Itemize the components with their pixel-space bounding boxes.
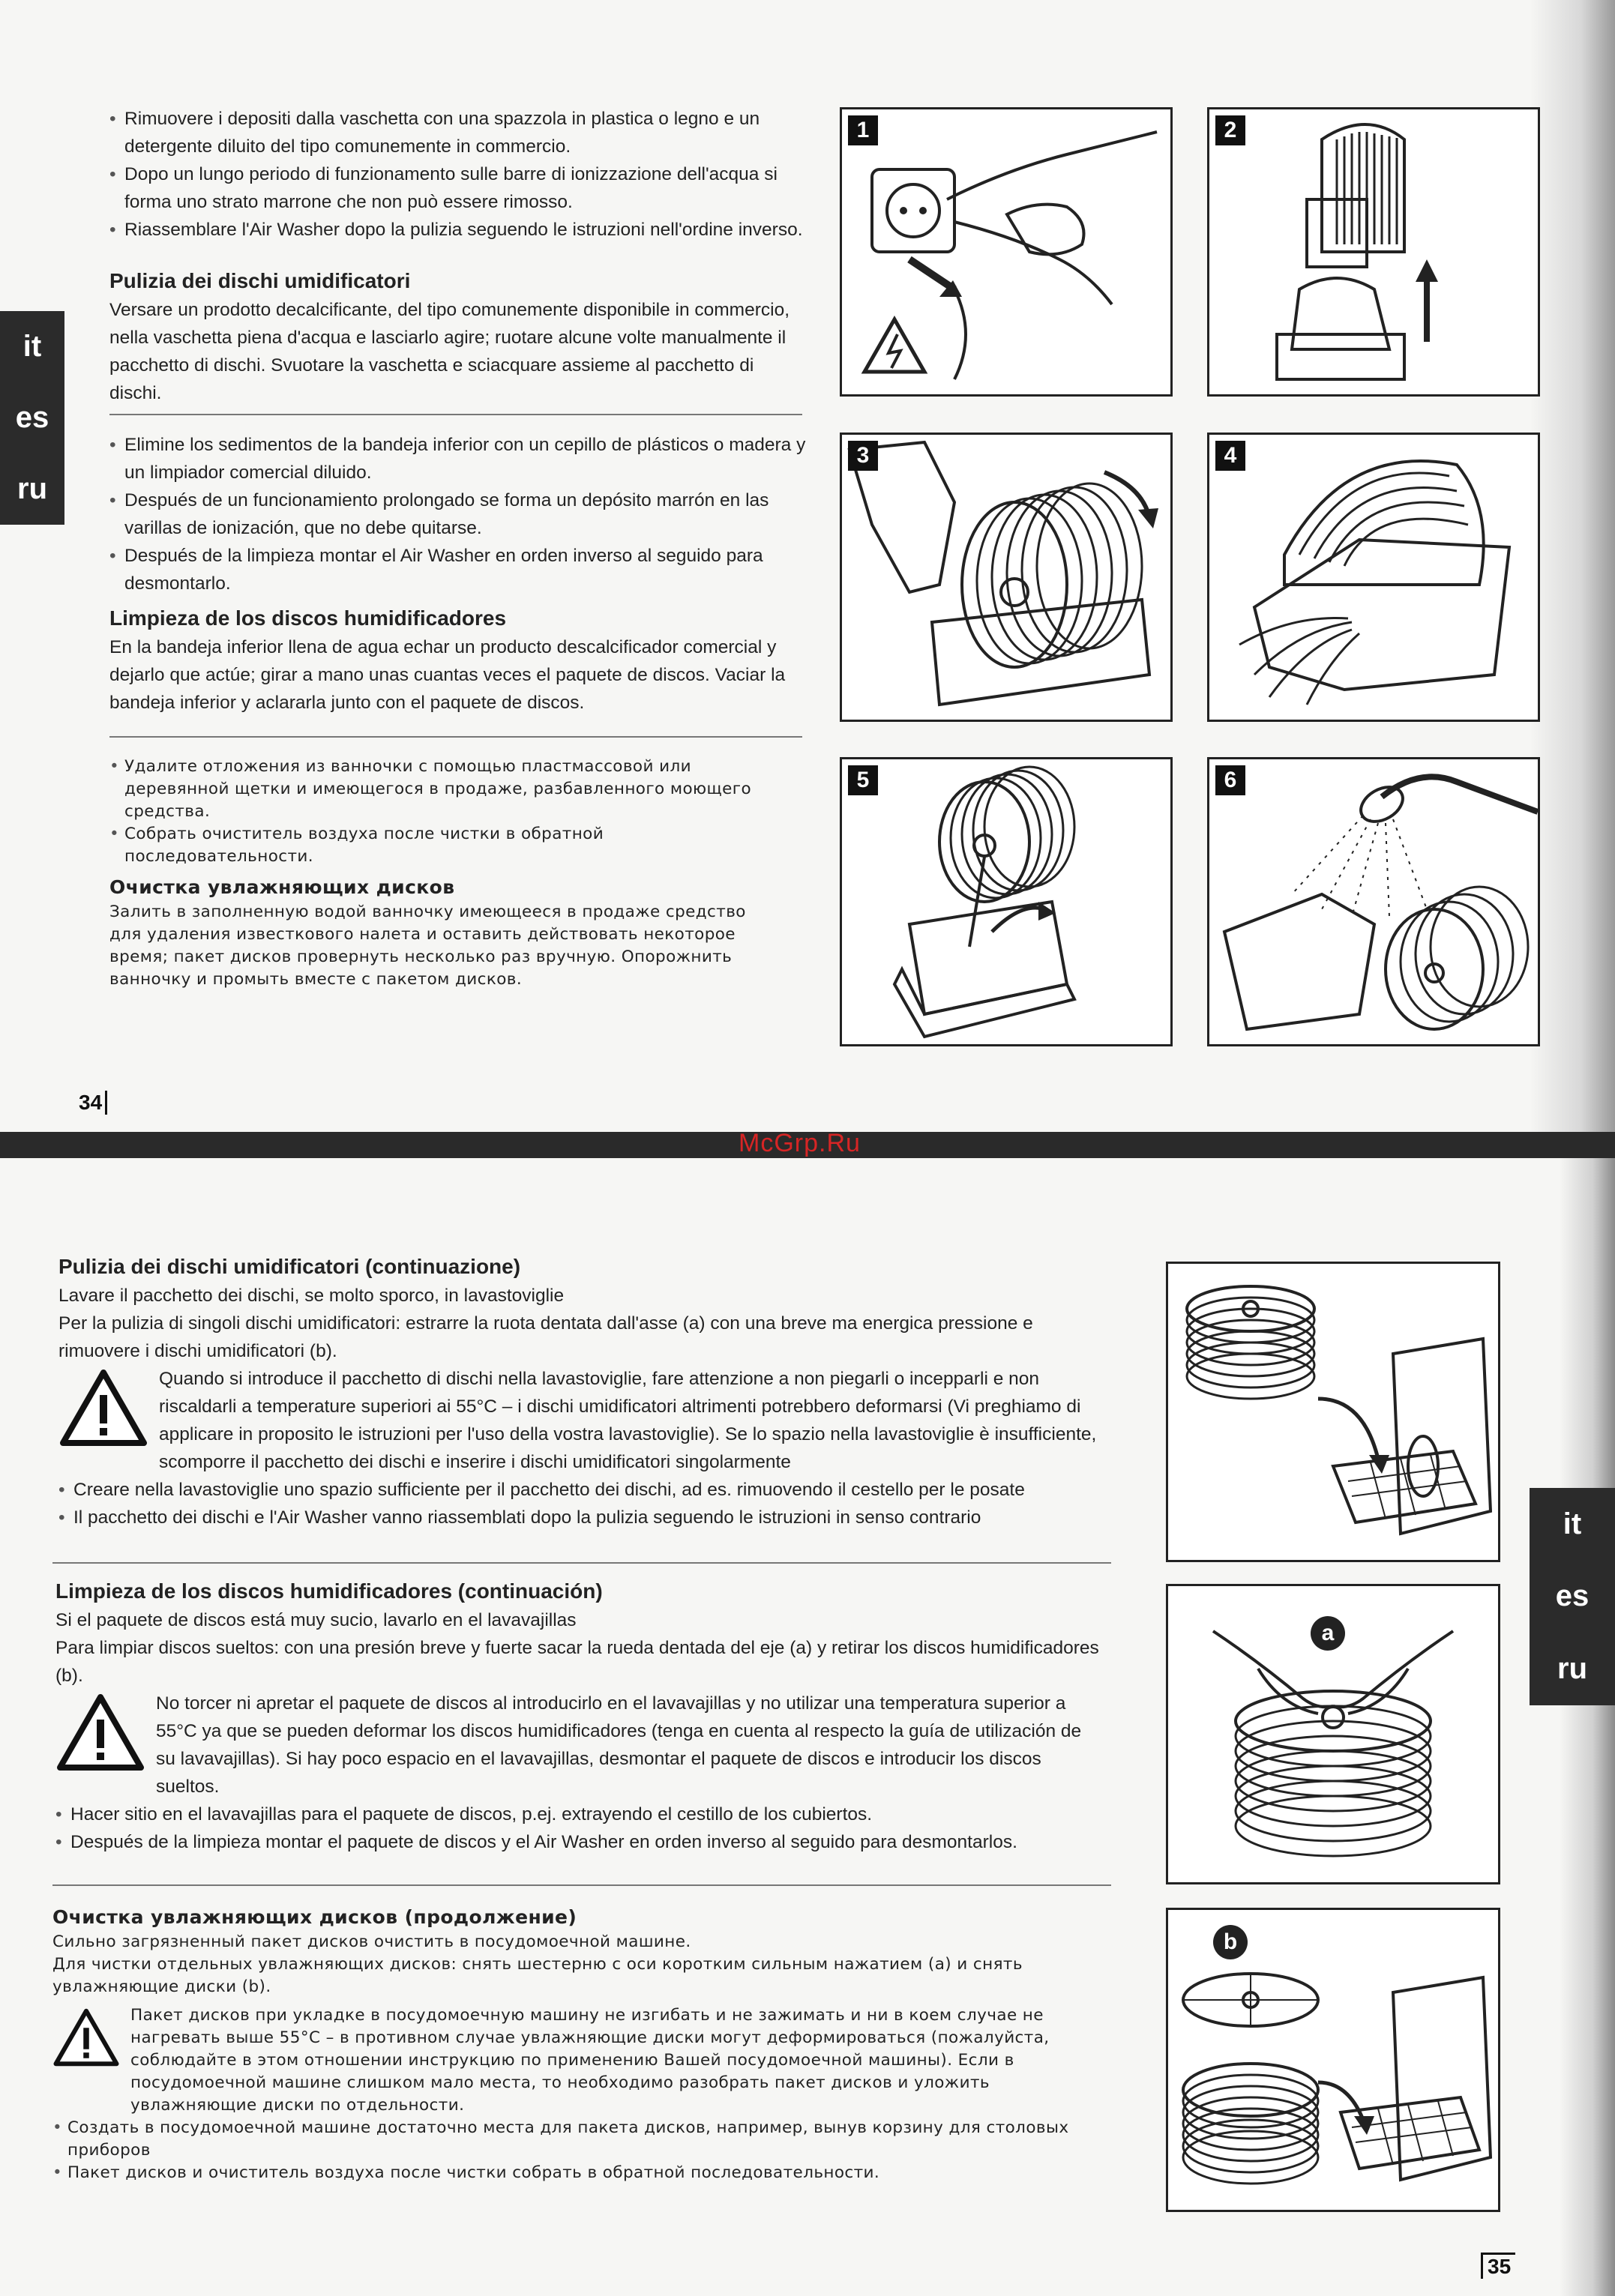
- lang-tab-es: es: [1555, 1579, 1590, 1613]
- es-bullet: • Después de la limpieza montar el Air Washer en orden inverso al seguido para desmontarlo.: [109, 542, 807, 597]
- figure-2-remove-discs: [1207, 107, 1540, 397]
- ru-line: Сильно загрязненный пакет дисков очистить в посудомоечной машине.: [52, 1932, 691, 1951]
- single-discs-dishwasher-illustration: [1168, 1910, 1498, 2210]
- watermark: McGrp.Ru: [739, 1129, 861, 1157]
- es-warning: [55, 1690, 1105, 1801]
- warning-icon: [55, 1693, 145, 1772]
- es-heading: Limpieza de los discos humidificadores: [109, 606, 507, 630]
- divider: [109, 414, 802, 415]
- disc-pack-into-dishwasher-illustration: [1168, 1264, 1498, 1560]
- it-warning: [58, 1365, 1108, 1476]
- es-line: Para limpiar discos sueltos: con una presión breve y fuerte sacar la rueda dentada del eje (a) y retirar los discos humidificadores (b).: [55, 1638, 1099, 1686]
- empty-tray-illustration: [1209, 435, 1538, 720]
- disc-pack-lift-illustration: [1209, 109, 1538, 394]
- divider: [109, 736, 802, 738]
- it-line: Lavare il pacchetto dei dischi, se molto sporco, in lavastoviglie: [58, 1286, 565, 1306]
- manual-page-34: [0, 0, 1615, 1132]
- page-gutter-shadow: [1560, 1158, 1615, 2296]
- figure-b-single-discs: [1166, 1908, 1500, 2212]
- ru-warning: [52, 2004, 1102, 2117]
- figure-number: 1: [848, 115, 878, 145]
- es-bullet: • Elimine los sedimentos de la bandeja inferior con un cepillo de plásticos o madera y un limpiador comercial diluido.: [109, 431, 807, 486]
- figure-number: 4: [1215, 441, 1245, 471]
- ru-bullet: • Удалите отложения из ванночки с помощью пластмассовой или деревянной щетки и имеющегося в продаже, разбавленного моющего средства.: [109, 756, 754, 823]
- divider: [52, 1884, 1111, 1886]
- unplug-illustration: [842, 109, 1170, 394]
- warning-text: Quando si introduce il pacchetto di dischi nella lavastoviglie, fare attenzione a non piegarli o incepparli e non riscaldarli a temperature superiori ai 55°C – i dischi umidificatori altrimenti potrebbero deformarsi (Vi preghiamo di applicare in proposito le istruzioni per l'uso della vostra lavastoviglie). Se lo spazio nella lavastoviglie è insufficiente, scomporre il pacchetto dei dischi e inserire i dischi umidificatori singolarmente: [159, 1369, 1097, 1472]
- figure-number: 3: [848, 441, 878, 471]
- language-tabs-right: [1530, 1488, 1615, 1705]
- disc-pack-removal-illustration: [842, 759, 1170, 1044]
- descaler-pour-illustration: [842, 435, 1170, 720]
- ru-line: Для чистки отдельных увлажняющих дисков: снять шестерню с оси коротким сильным нажатием (а) и снять увлажняющие диски (b).: [52, 1955, 1023, 1996]
- it-bullet: • Dopo un lungo periodo di funzionamento sulle barre di ionizzazione dell'acqua si forma uno strato marrone che non può essere rimosso.: [109, 160, 807, 216]
- figure-6-shower-rinse: [1207, 757, 1540, 1046]
- es-heading: Limpieza de los discos humidificadores (continuación): [55, 1579, 603, 1603]
- ru-bullet: • Собрать очиститель воздуха после чистки в обратной последовательности.: [109, 823, 754, 868]
- es-line: Si el paquete de discos está muy sucio, lavarlo en el lavavajillas: [55, 1610, 577, 1630]
- ru-heading: Очистка увлажняющих дисков (продолжение): [52, 1906, 577, 1928]
- figure-3-add-descaler: [840, 433, 1173, 722]
- lang-tab-ru: ru: [1557, 1652, 1587, 1686]
- page-gutter-shadow: [1530, 0, 1615, 1132]
- es-bullet: • Después de un funcionamiento prolongado se forma un depósito marrón en las varillas de ionización, que no debe quitarse.: [109, 486, 807, 542]
- es-continuation: [55, 1576, 1105, 1856]
- warning-icon: [58, 1368, 148, 1447]
- page-number: 35: [1481, 2253, 1515, 2279]
- es-bullet: • Hacer sitio en el lavavajillas para el paquete de discos, p.ej. extrayendo el cestillo de los cubiertos.: [55, 1801, 1105, 1828]
- lang-tab-it: it: [1563, 1507, 1582, 1540]
- ru-continuation: [52, 1904, 1102, 2184]
- it-bullet: • Creare nella lavastoviglie uno spazio sufficiente per il pacchetto dei dischi, ad es. rimuovendo il cestello per le posate: [58, 1476, 1108, 1504]
- figure-number: 6: [1215, 765, 1245, 795]
- it-line: Per la pulizia di singoli dischi umidificatori: estrarre la ruota dentata dall'asse (a) con una breve ma energica pressione e rimuovere i dischi umidificatori (b).: [58, 1313, 1033, 1361]
- divider: [52, 1562, 1111, 1564]
- figure-4-rinse-tray: [1207, 433, 1540, 722]
- it-heading: Pulizia dei dischi umidificatori (continuazione): [58, 1255, 521, 1278]
- lang-tab-es: es: [15, 401, 49, 434]
- lang-tab-it: it: [22, 330, 42, 363]
- figure-1-unplug: [840, 107, 1173, 397]
- ru-bullet: • Создать в посудомоечной машине достаточно места для пакета дисков, например, вынув корзину для столовых приборов: [52, 2117, 1102, 2162]
- warning-icon: [52, 2007, 120, 2067]
- shower-rinse-illustration: [1209, 759, 1538, 1044]
- figure-number: 2: [1215, 115, 1245, 145]
- it-heading: Pulizia dei dischi umidificatori: [109, 269, 411, 292]
- language-tabs-left: [0, 311, 64, 525]
- it-section: [109, 105, 807, 407]
- it-body: Versare un prodotto decalcificante, del tipo comunemente disponibile in commercio, nella vaschetta piena d'acqua e lasciarlo agire; ruotare alcune volte manualmente il pacchetto di dischi. Svuotare la vaschetta e sciacquare assieme al pacchetto di dischi.: [109, 300, 790, 403]
- it-bullet: • Rimuovere i depositi dalla vaschetta con una spazzola in plastica o legno e un detergente diluito del tipo comunemente in commercio.: [109, 105, 807, 160]
- es-section: [109, 431, 807, 717]
- figure-dishwasher-pack: [1166, 1262, 1500, 1562]
- es-bullet: • Después de la limpieza montar el paquete de discos y el Air Washer en orden inverso al seguido para desmontarlos.: [55, 1828, 1105, 1856]
- label-b: b: [1213, 1925, 1248, 1959]
- ru-heading: Очистка увлажняющих дисков: [109, 876, 455, 898]
- warning-text: No torcer ni apretar el paquete de discos al introducirlo en el lavavajillas y no utilizar una temperatura superior a 55°C ya que se pueden deformar los discos humidificadores (tenga en cuenta al respecto la guía de utilización de su lavavajillas). Si hay poco espacio en el lavavajillas, desmontar el paquete de discos e introducir los discos sueltos.: [156, 1693, 1082, 1797]
- lang-tab-ru: ru: [17, 472, 47, 505]
- it-bullet: • Il pacchetto dei dischi e l'Air Washer vanno riassemblati dopo la pulizia seguendo le istruzioni in senso contrario: [58, 1504, 1108, 1531]
- warning-text: Пакет дисков при укладке в посудомоечную машину не изгибать и не зажимать и ни в коем случае не нагревать выше 55°C – в противном случае увлажняющие диски могут деформироваться (пожалуйста, соблюдайте в этом отношении инструкцию по применению Вашей посудомоечной машины). Если в посудомоечной машине слишком мало места, то необходимо разобрать пакет дисков и уложить увлажняющие диски по отдельности.: [130, 2006, 1050, 2115]
- figure-number: 5: [848, 765, 878, 795]
- ru-section: [109, 756, 754, 991]
- page-number: 34: [79, 1091, 107, 1115]
- ru-bullet: • Пакет дисков и очиститель воздуха после чистки собрать в обратной последовательности.: [52, 2162, 1102, 2184]
- manual-page-35: [0, 1158, 1615, 2296]
- label-a: a: [1311, 1616, 1345, 1651]
- it-bullet: • Riassemblare l'Air Washer dopo la pulizia seguendo le istruzioni nell'ordine inverso.: [109, 216, 807, 244]
- es-body: En la bandeja inferior llena de agua echar un producto descalcificador comercial y dejarlo que actúe; girar a mano unas cuantas veces el paquete de discos. Vaciar la bandeja inferior y aclararla junto con el paquete de discos.: [109, 637, 786, 713]
- ru-body: Залить в заполненную водой ванночку имеющееся в продаже средство для удаления известкового налета и оставить действовать некоторое время; пакет дисков провернуть несколько раз вручную. Опорожнить ванночку и промыть вместе с пакетом дисков.: [109, 903, 746, 989]
- figure-5-lift-out: [840, 757, 1173, 1046]
- figure-a-remove-gear: [1166, 1584, 1500, 1884]
- it-continuation: [58, 1252, 1108, 1531]
